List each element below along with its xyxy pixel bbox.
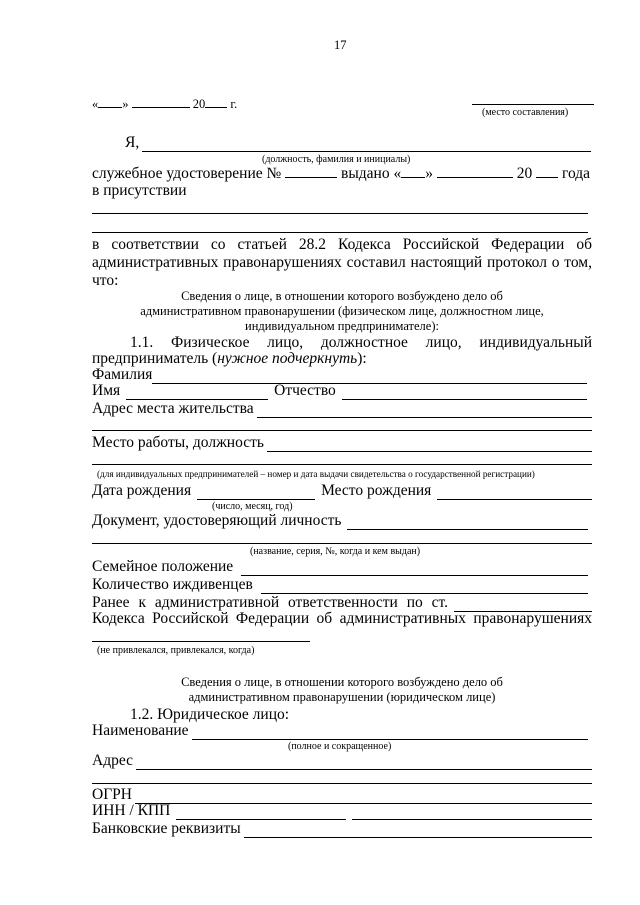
presence-line-1[interactable] (92, 213, 588, 214)
name-row: Имя Отчество (92, 382, 587, 400)
issued-year-blank[interactable] (536, 164, 558, 178)
issued-month-blank[interactable] (437, 164, 513, 178)
place-caption: (место составления) (482, 107, 569, 118)
surname-row: Фамилия (92, 366, 587, 384)
day-blank[interactable] (98, 94, 122, 108)
address-line-2[interactable] (92, 430, 592, 431)
ya-row: Я, (125, 134, 591, 152)
previously-caption: (не привлекался, привлекался, когда) (97, 645, 255, 656)
naming-field[interactable] (192, 725, 588, 740)
patronymic-field[interactable] (342, 385, 587, 400)
certificate-number-blank[interactable] (285, 164, 337, 178)
naming-row: Наименование (92, 722, 588, 740)
document-row: Документ, удостоверяющий личность (92, 512, 588, 530)
workplace-field[interactable] (267, 437, 592, 452)
inn-row: ИНН / КПП (92, 802, 592, 820)
birth-row: Дата рождения Место рождения (92, 482, 592, 500)
position-name-field[interactable] (142, 137, 591, 152)
ya-caption: (должность, фамилия и инициалы) (262, 154, 411, 165)
year-blank[interactable] (205, 94, 227, 108)
section1-subheading: 1.1. Физическое лицо, должностное лицо, индивидуальный (130, 334, 592, 351)
dependents-row: Количество иждивенцев (92, 576, 588, 594)
bank-field[interactable] (244, 823, 592, 838)
certificate-row: служебное удостоверение № выдано « » 20 года (92, 165, 591, 182)
issued-day-blank[interactable] (401, 164, 425, 178)
inn-field[interactable] (176, 805, 346, 820)
legal-address-line-2[interactable] (92, 783, 592, 784)
workplace-row: Место работы, должность (92, 434, 592, 452)
name-field[interactable] (126, 385, 268, 400)
month-blank[interactable] (132, 94, 190, 108)
kpp-field[interactable] (352, 805, 592, 820)
bank-row: Банковские реквизиты (92, 820, 592, 838)
section2-subheading: 1.2. Юридическое лицо: (130, 706, 290, 723)
document-field[interactable] (347, 515, 588, 530)
section1-heading-1: Сведения о лице, в отношении которого возбуждено дело об (181, 289, 503, 303)
address-row: Адрес места жительства (92, 400, 592, 418)
dependents-field[interactable] (261, 579, 588, 594)
entrepreneur-line[interactable] (92, 464, 592, 465)
accordance-text: в соответствии со статьей 28.2 Кодекса Российской Федерации об административных правонарушениях составил настоящий протокол о том, (92, 236, 592, 271)
section1-heading-3: индивидуальном предпринимателе): (245, 319, 439, 333)
family-row: Семейное положение (92, 558, 588, 576)
date-field: « » 20 г. (92, 94, 237, 112)
section1-subheading-2: предприниматель (нужное подчеркнуть): (92, 350, 367, 367)
naming-caption: (полное и сокращенное) (288, 741, 392, 752)
document-line-2[interactable] (92, 543, 592, 544)
document-caption: (название, серия, №, когда и кем выдан) (250, 546, 421, 557)
previously-line[interactable] (92, 641, 310, 642)
ogrn-row: ОГРН (92, 786, 592, 804)
previously-row: Ранее к административной ответственности по ст. (92, 594, 592, 612)
birth-date-field[interactable] (197, 485, 315, 500)
presence-label: в присутствии (92, 182, 187, 199)
legal-address-field[interactable] (136, 755, 592, 770)
family-field[interactable] (241, 561, 588, 576)
code-text: Кодекса Российской Федерации об административных правонарушениях (92, 610, 592, 627)
accordance-end: что: (92, 272, 119, 289)
place-line[interactable] (472, 104, 594, 105)
presence-line-2[interactable] (92, 232, 588, 233)
section2-heading-1: Сведения о лице, в отношении которого возбуждено дело об (181, 675, 503, 689)
page-number: 17 (334, 38, 347, 52)
section1-heading-2: административном правонарушении (физическом лице, должностном лице, (140, 304, 544, 318)
address-field[interactable] (257, 403, 592, 418)
entrepreneur-caption: (для индивидуальных предпринимателей – номер и дата выдачи свидетельства о государственной регистрации) (97, 469, 535, 479)
section2-heading-2: административном правонарушении (юридическом лице) (188, 690, 496, 704)
birth-caption: (число, месяц, год) (212, 501, 293, 512)
birth-place-field[interactable] (437, 485, 592, 500)
legal-address-row: Адрес (92, 752, 592, 770)
